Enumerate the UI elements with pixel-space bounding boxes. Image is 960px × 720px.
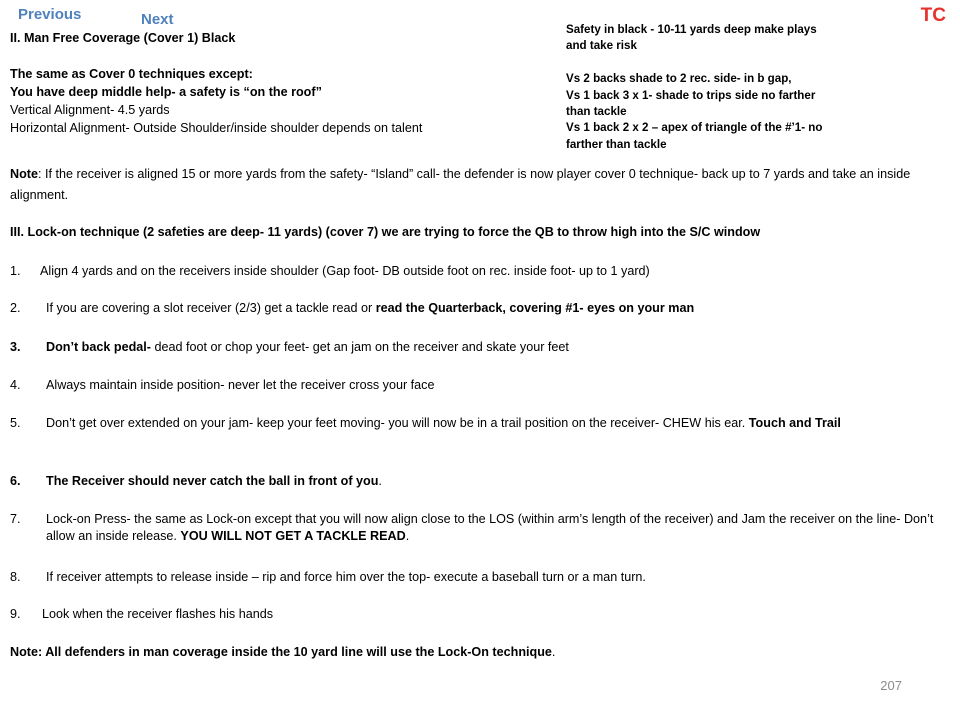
section-2-title: II. Man Free Coverage (Cover 1) Black [10,31,236,45]
item-bold-text: Don’t back pedal- [46,340,151,354]
list-item [10,377,945,394]
item-text: If you are covering a slot receiver (2/3) get a tackle read or [46,301,376,315]
list-item [10,473,945,490]
item-text: Lock-on Press- the same as Lock-on except that you will now align close to the LOS (within arm’s length of the receiver) and Jam the receiver on the line- Don’t allow an inside release. [46,512,934,543]
side-note-line: and take risk [566,39,637,53]
item-text: Don’t get over extended on your jam- keep your feet moving- you will now be in a trail position on the receiver- CHEW his ear. [46,416,749,430]
section-3-title: III. Lock-on technique (2 safeties are deep- 11 yards) (cover 7) we are trying to force the QB to throw high into the S/C window [10,225,761,239]
note-label: Note [10,167,38,181]
section-2 [10,29,422,137]
section-2-intro: The same as Cover 0 techniques except: [10,67,253,81]
item-bold-text: Touch and Trail [748,416,841,430]
final-note-tail: . [551,645,556,659]
item-number: 1. [10,264,21,278]
item-number: 9. [10,607,21,621]
list-item [10,263,945,280]
side-note-line: Vs 1 back 2 x 2 – apex of triangle of the #’1- no [566,121,823,135]
item-bold-text: YOU WILL NOT GET A TACKLE READ [180,529,406,543]
side-note-line: Vs 2 backs shade to 2 rec. side- in b gap, [566,72,792,86]
item-text: Look when the receiver flashes his hands [42,607,274,621]
final-note-text: Note: All defenders in man coverage inside the 10 yard line will use the Lock-On technique [10,645,552,659]
item-text: dead foot or chop your feet- get an jam on the receiver and skate your feet [150,340,569,354]
tc-link[interactable]: TC [920,5,946,26]
item-tail: . [405,529,410,543]
item-text: Align 4 yards and on the receivers inside shoulder (Gap foot- DB outside foot on rec. inside foot- up to 1 yard) [40,264,650,278]
side-note-line: Safety in black - 10-11 yards deep make plays [566,23,817,36]
item-number: 3. [10,340,21,354]
section-2-deep-help: You have deep middle help- a safety is “on the roof” [10,85,322,99]
island-note [10,164,945,206]
list-item [10,415,945,432]
item-text: . [378,474,382,488]
item-number: 8. [10,570,21,584]
list-item [10,339,945,356]
next-link[interactable]: Next [141,11,174,28]
item-number: 7. [10,512,21,526]
list-item [10,606,945,623]
item-text: If receiver attempts to release inside – rip and force him over the top- execute a baseball turn or a man turn. [46,570,646,584]
final-note [10,643,555,661]
side-note-line: farther than tackle [566,137,667,151]
item-number: 2. [10,301,21,315]
list-item [10,511,945,545]
side-note-line: than tackle [566,105,627,119]
item-bold-text: read the Quarterback, covering #1- eyes on your man [375,301,695,315]
item-bold-text: The Receiver should never catch the ball in front of you [46,474,379,488]
side-note [566,22,822,153]
page-number: 207 [880,678,902,693]
item-text: Always maintain inside position- never let the receiver cross your face [46,378,435,392]
note-text: : If the receiver is aligned 15 or more yards from the safety- “Island” call- the defender is now player cover 0 technique- back up to 7 yards and take an inside alignment. [10,167,911,202]
item-number: 5. [10,416,21,430]
list-item [10,569,945,586]
section-2-vertical: Vertical Alignment- 4.5 yards [10,103,170,117]
item-number: 6. [10,474,21,488]
previous-link[interactable]: Previous [18,6,82,23]
section-2-horizontal: Horizontal Alignment- Outside Shoulder/inside shoulder depends on talent [10,121,423,135]
side-note-line: Vs 1 back 3 x 1- shade to trips side no farther [566,88,816,102]
item-number: 4. [10,378,21,392]
list-item [10,300,945,317]
